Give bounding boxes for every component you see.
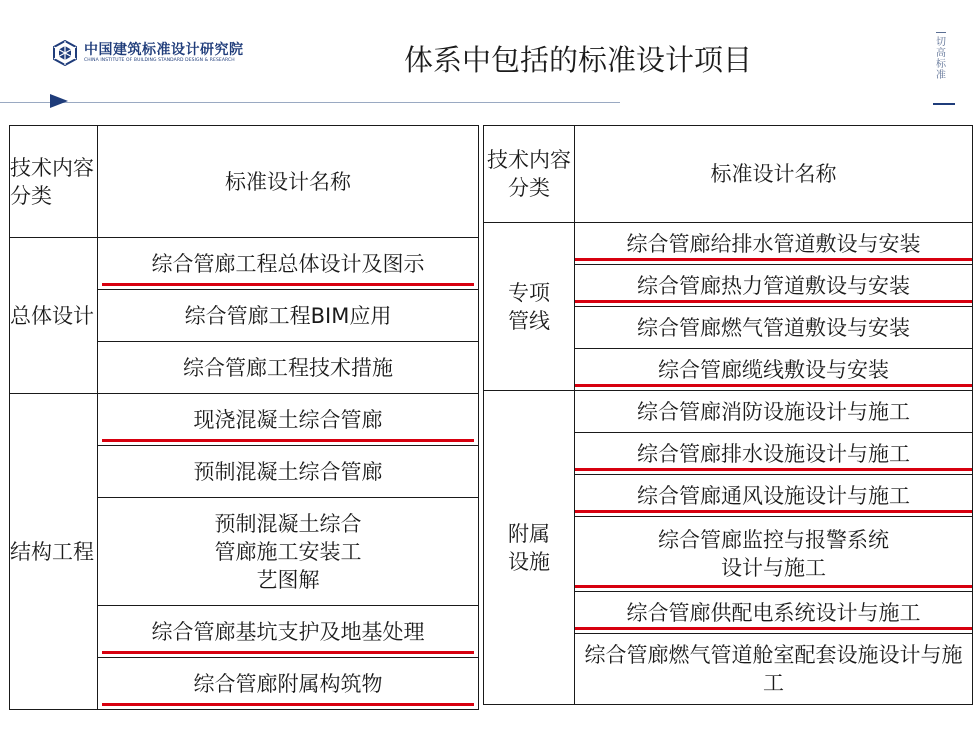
side-tag-bar (936, 32, 946, 33)
table-cell (575, 349, 973, 391)
play-arrow-icon (50, 94, 68, 108)
side-tag (934, 32, 948, 81)
left-standards-table (9, 125, 479, 710)
standard-name: 预制混凝土综合管廊施工安装工艺图解 (214, 511, 362, 592)
standard-name: 综合管廊热力管道敷设与安装 (637, 273, 910, 298)
left-category-cell: 总体设计 (10, 238, 98, 394)
highlight-underline (102, 703, 474, 706)
right-standards-table (483, 125, 973, 705)
highlight-underline (575, 258, 972, 261)
standard-name: 综合管廊供配电系统设计与施工 (626, 600, 921, 625)
right-category-label: 专项管线 (508, 280, 550, 333)
table-cell (98, 498, 479, 606)
right-col-name-header: 标准设计名称 (575, 126, 973, 223)
highlight-underline (575, 510, 972, 513)
table-cell (575, 265, 973, 307)
standard-name: 综合管廊通风设施设计与施工 (637, 483, 910, 508)
side-tag-text: 切高标准 (936, 37, 946, 81)
standard-name: 综合管廊燃气管道敷设与安装 (637, 315, 910, 340)
standard-name: 综合管廊监控与报警系统设计与施工 (658, 528, 889, 580)
table-cell (98, 238, 479, 290)
standard-name: 综合管廊基坑支护及地基处理 (151, 619, 425, 644)
highlight-underline (575, 300, 972, 303)
highlight-underline (575, 627, 972, 630)
standard-name: 综合管廊工程技术措施 (183, 355, 393, 380)
standard-name: 预制混凝土综合管廊 (193, 459, 383, 484)
standard-name: 综合管廊燃气管道舱室配套设施设计与施工 (584, 643, 963, 695)
right-category-cell (484, 391, 575, 705)
table-cell (575, 634, 973, 705)
table-cell (98, 290, 479, 342)
org-name-cn: 中国建筑标准设计研究院 (84, 42, 244, 58)
table-cell (98, 658, 479, 710)
right-col-category-label: 技术内容分类 (487, 148, 571, 200)
left-col-name-header: 标准设计名称 (98, 126, 479, 238)
left-col-category-header: 技术内容分类 (10, 126, 98, 238)
table-cell (575, 517, 973, 592)
table-cell (575, 307, 973, 349)
table-cell (575, 475, 973, 517)
left-category-cell: 结构工程 (10, 394, 98, 710)
highlight-underline (102, 283, 474, 286)
standard-name: 现浇混凝土综合管廊 (193, 407, 383, 432)
highlight-underline (102, 651, 474, 654)
side-tag-underline (933, 103, 955, 105)
table-cell (575, 433, 973, 475)
table-cell (98, 342, 479, 394)
highlight-underline (102, 439, 474, 442)
standard-name: 综合管廊工程总体设计及图示 (151, 251, 425, 276)
org-logo-icon (52, 40, 78, 66)
highlight-underline (575, 468, 972, 471)
table-cell (575, 223, 973, 265)
org-name-en: CHINA INSTITUTE OF BUILDING STANDARD DESIGN & RESEARCH (84, 58, 235, 63)
table-cell (575, 592, 973, 634)
header-divider (0, 102, 620, 103)
right-category-label: 附属设施 (508, 521, 550, 574)
standard-name: 综合管廊排水设施设计与施工 (637, 441, 910, 466)
table-cell (98, 394, 479, 446)
standard-name: 综合管廊工程BIM应用 (184, 303, 392, 328)
standard-name: 综合管廊给排水管道敷设与安装 (626, 231, 921, 256)
table-cell (98, 446, 479, 498)
table-cell (98, 606, 479, 658)
org-logo (52, 40, 244, 66)
standard-name: 综合管廊附属构筑物 (193, 671, 383, 696)
standard-name: 综合管廊缆线敷设与安装 (658, 357, 889, 382)
highlight-underline (575, 384, 972, 387)
highlight-underline (575, 585, 972, 588)
right-col-category-header (484, 126, 575, 223)
right-category-cell (484, 223, 575, 391)
page-title: 体系中包括的标准设计项目 (404, 43, 753, 77)
table-cell (575, 391, 973, 433)
standard-name: 综合管廊消防设施设计与施工 (637, 399, 910, 424)
